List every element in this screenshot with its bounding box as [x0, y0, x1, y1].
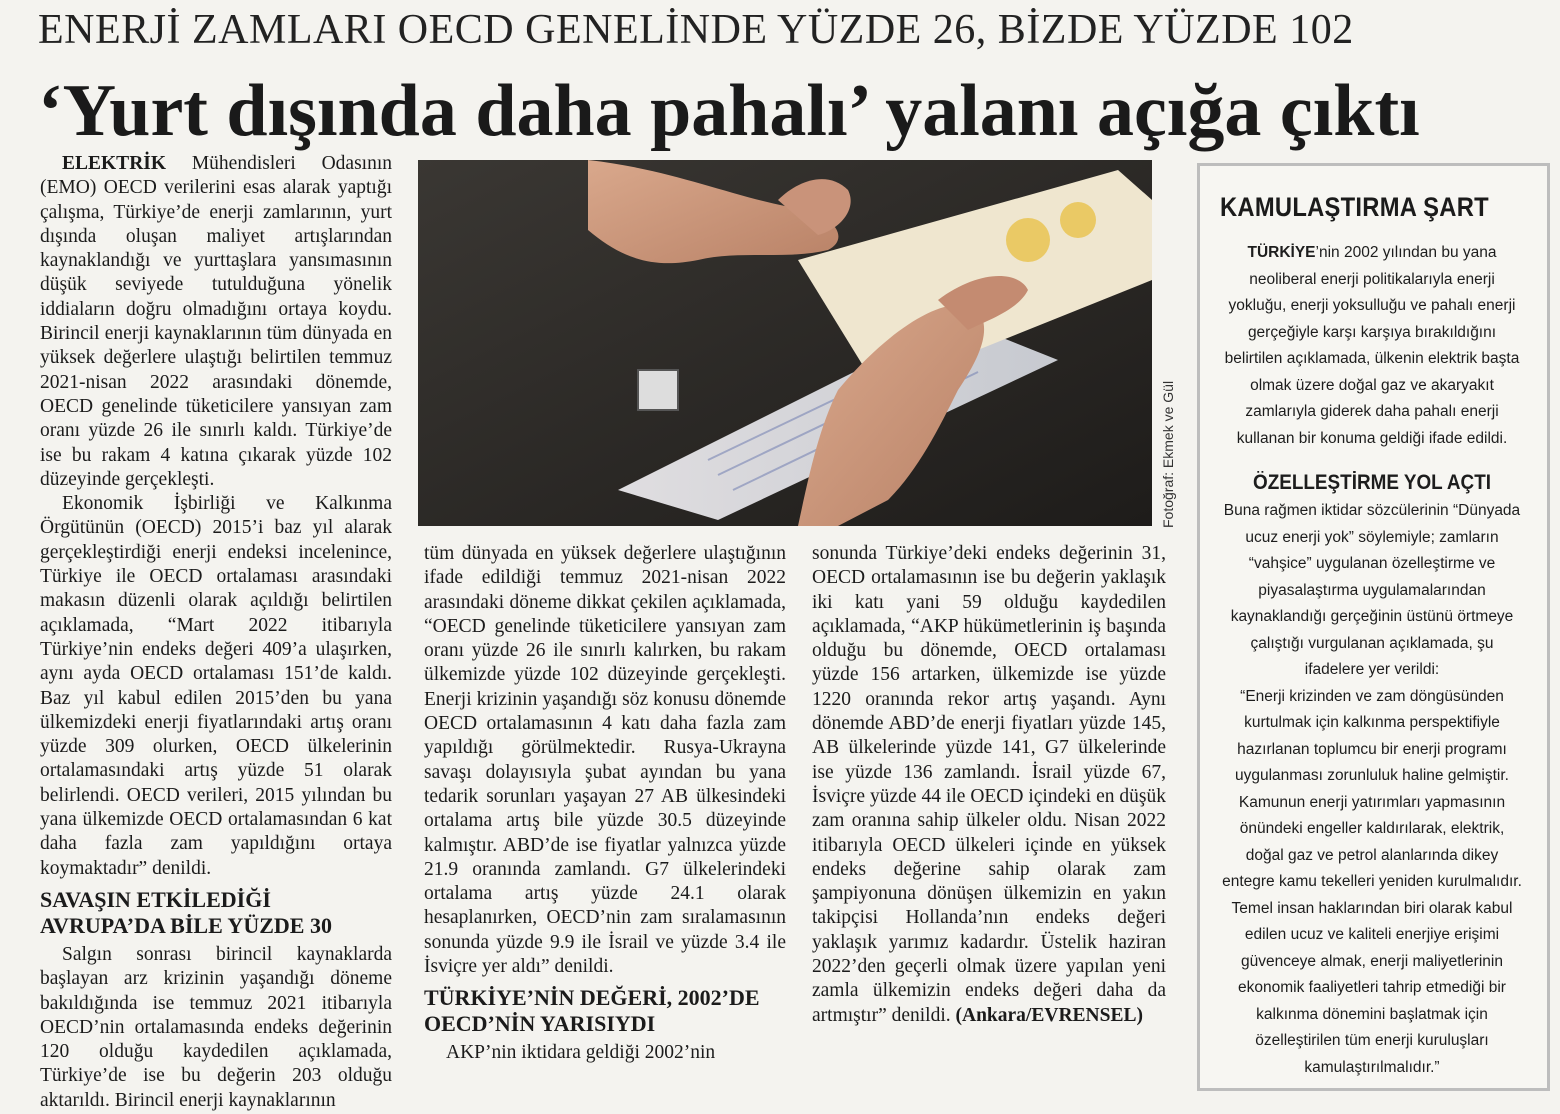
article-column-1 — [40, 152, 392, 1113]
paragraph: tüm dünyada en yüksek değerlere ulaştığının ifade edildiği temmuz 2021-nisan 2022 arasındaki döneme dikkat çekilen açıklamada, “OECD genelinde tüketicilere yansıyan zam oranı yüzde 26 ile sınırlı kalırken, bu rakam ülkemizde yüzde 102 düzeyinde gerçekleşti. Enerji krizinin yaşandığı söz konusu dönemde OECD ortalamasının 4 katı daha fazla zam yapıldığı görülmektedir. Rusya-Ukrayna savaşı dolayısıyla şubat ayından bu yana tedarik sorunları yaşayan 27 AB ülkesindeki ortalama artış bile yüzde 30.5 düzeyinde kalmıştır. ABD’de ise fiyatlar yalnızca yüzde 21.9 oranında zamlandı. G7 ülkelerindeki ortalama artış yüzde 24.1 olarak hesaplanırken, OECD’nin zam sıralamasının sonunda yüzde 9.9 ile İsrail ve yüzde 3.4 ile İsviçre yer aldı” denildi. — [424, 543, 786, 978]
paragraph — [812, 542, 1166, 1028]
lead-word: ELEKTRİK — [62, 153, 167, 174]
photo-hands-holding-bill — [418, 160, 1152, 526]
photo-credit-text: Fotoğraf: Ekmek ve Gül — [1160, 380, 1176, 528]
paragraph: AKP’nin iktidara geldiği 2002’nin — [446, 1042, 716, 1064]
photo-credit — [1160, 360, 1180, 530]
article-column-2 — [424, 542, 786, 1066]
paragraph: Ekonomik İşbirliği ve Kalkınma Örgütünün (OECD) 2015’i baz yıl alarak gerçekleştirdiği enerji endeksi incelenince, Türkiye ile OECD ortalaması arasındaki makasın düzenli olarak açıldığı belirtilen açıklamada, “Mart 2022 itibarıyla Türkiye’nin endeks değeri 409’a ulaşırken, aynı ayda OECD ortalaması 151’de kaldı. Baz yıl kabul edilen 2015’den bu yana ülkemizdeki enerji fiyatlarındaki artış oranı yüzde 309 olurken, OECD ülkelerinin ortalamasındaki artış yüzde 51 olarak belirlendi. OECD verileri, 2015 yılından bu yana ülkemizde OECD ortalamasından 6 kat daha fazla zam yapıldığını ortaya koymaktadır” denildi. — [40, 493, 392, 879]
photo-illustration — [418, 160, 1152, 526]
kicker-headline: ENERJİ ZAMLARI OECD GENELİNDE YÜZDE 26, BİZDE YÜZDE 102 — [38, 7, 1354, 53]
sidebar-body — [1222, 240, 1522, 1081]
paragraph-text: sonunda Türkiye’deki endeks değerinin 31, OECD ortalamasının ise bu değerin yaklaşık iki katı yani 59 olduğu kaydedilen açıklamada, “AKP hükümetlerinin iş başında olduğu bu dönemde, OECD ortalaması yüzde 156 artarken, ülkemizde ise yüzde 1220 oranında rekor artış yaşandı. Aynı dönemde ABD’de enerji fiyatları yüzde 145, AB ülkelerinde yüzde 141, G7 ülkelerinde ise yüzde 136 zamlandı. İsrail yüzde 67, İsviçre yüzde 44 ile OECD içindeki en düşük zam oranına sahip ülkeler oldu. Nisan 2022 itibarıyla OECD ülkeleri içinde en yüksek endeks değerine sahip olarak zam şampiyonuna dönüşen ülkemizin en yakın takipçisi Hollanda’nın endeks değeri yaklaşık yarımız kadardır. Üstelik haziran 2022’den geçerli olmak üzere yapılan yeni zamla ülkemizin endeks değeri daha da artmıştır” denildi. — [812, 543, 1166, 1026]
sidebar-lead-word: TÜRKİYE — [1247, 244, 1316, 261]
paragraph: Salgın sonrası birincil kaynaklarda başlayan arz krizinin yaşandığı döneme bakıldığında ise temmuz 2021 itibarıyla OECD’nin ortalamasında endeks değerinin 120 olduğu kaydedilen açıklamada, Türkiye’de ise bu değerin 203 olduğu aktarıldı. Birincil enerji kaynaklarının — [40, 943, 392, 1111]
lead-text: Mühendisleri Odasının (EMO) OECD verilerini esas alarak yaptığı çalışma, Türkiye’de enerji zamlarının, yurt dışında oluşan maliyet artışlarından kaynaklandığı ve yurttaşlara yansımasının düşük seviyede tutulduğuna yönelik iddiaların doğru olmadığını ortaya koydu. Birincil enerji kaynaklarının tüm dünyada en yüksek değerlere ulaştığı belirtilen temmuz 2021-nisan 2022 arasındaki dönemde, OECD genelinde tüketicilere yansıyan zam oranı yüzde 26 ile sınırlı kaldı. Türkiye’de ise bu rakam 4 katına çıkarak yüzde 102 düzeyinde gerçekleşti. — [40, 153, 392, 490]
main-headline: ‘Yurt dışında daha pahalı’ yalanı açığa çıktı — [38, 70, 1420, 152]
sidebar-paragraph: Buna rağmen iktidar sözcülerinin “Dünyada ucuz enerji yok” söylemiyle; zamların “vahşice” uygulanan özelleştirme ve piyasalaştırma uygulamalarından kaynaklandığı gerçeğinin üstünü örtmeye çalıştığı vurgulanan açıklamada, şu ifadelere yer verildi: — [1223, 502, 1521, 678]
article-column-3 — [812, 542, 1166, 1028]
sidebar-paragraph — [1222, 240, 1522, 452]
sidebar-quote: “Enerji krizinden ve zam döngüsünden kurtulmak için kalkınma perspektifiyle hazırlanan toplumcu bir enerji programı uygulanması zorunluluk haline gelmiştir. Kamunun enerji yatırımları yapmasının önündeki engeller kaldırılarak, elektrik, doğal gaz ve petrol alanlarında dikey entegre kamu tekelleri yeniden kurulmalıdır. Temel insan haklarından biri olarak kabul edilen ucuz ve kaliteli enerjiye erişimi güvenceye almak, enerji maliyetlerinin ekonomik faaliyetleri tahrip etmediği bir kalkınma dönemini başlatmak için özelleştirilen tüm enerji kuruluşları kamulaştırılmalıdır.” — [1222, 687, 1522, 1076]
sidebar-title: KAMULAŞTIRMA ŞART — [1220, 192, 1489, 222]
paragraph-lead — [40, 152, 392, 492]
subheading-war: SAVAŞIN ETKİLEDİĞİ AVRUPA’DA BİLE YÜZDE 30 — [40, 886, 332, 938]
sidebar-box — [1197, 163, 1550, 1091]
sidebar-subheading: ÖZELLEŞTİRME YOL AÇTI — [1252, 471, 1492, 494]
sidebar-text: ’nin 2002 yılından bu yana neoliberal enerji politikalarıyla enerji yokluğu, enerji yoksulluğu ve pahalı enerji gerçeğiyle karşı karşıya bırakıldığını belirtilen açıklamada, ülkenin elektrik başta olmak üzere doğal gaz ve akaryakıt zamlarıyla giderek daha pahalı enerji kullanan bir konuma geldiği ifade edildi. — [1224, 244, 1520, 447]
byline: (Ankara/EVRENSEL) — [955, 1004, 1143, 1026]
subheading-2002: TÜRKİYE’NİN DEĞERİ, 2002’DE OECD’NİN YARISIYDI — [424, 985, 760, 1037]
